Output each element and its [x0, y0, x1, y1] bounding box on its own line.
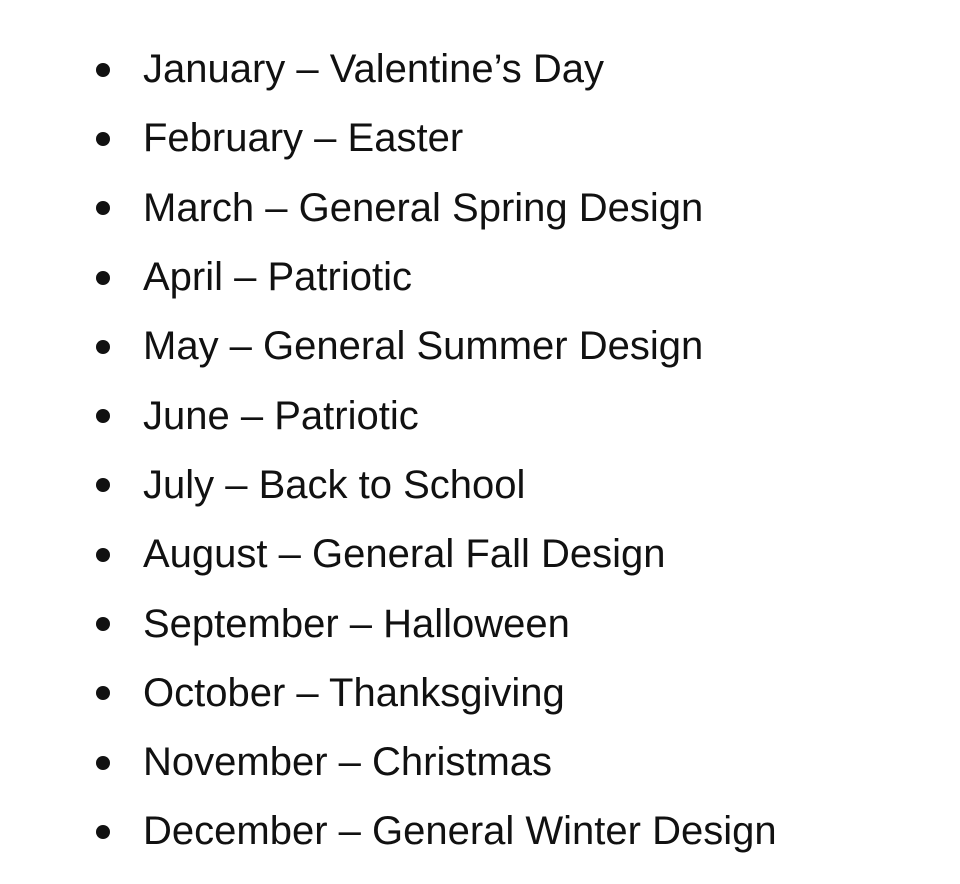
bullet-icon: [96, 201, 110, 215]
monthly-theme-list: [92, 35, 777, 867]
list-item: [92, 589, 777, 658]
list-item: [92, 797, 777, 866]
list-item-text: November – Christmas: [143, 740, 553, 785]
list-item-text: January – Valentine’s Day: [143, 47, 605, 92]
bullet-icon: [96, 340, 110, 354]
bullet-icon: [96, 617, 110, 631]
bullet-icon: [96, 63, 110, 77]
list-item: [92, 312, 777, 381]
list-item-text: July – Back to School: [143, 462, 526, 507]
list-item-text: May – General Summer Design: [143, 324, 704, 369]
list-item-text: March – General Spring Design: [143, 185, 704, 230]
list-item-text: October – Thanksgiving: [143, 670, 565, 715]
bullet-icon: [96, 686, 110, 700]
list-item: [92, 520, 777, 589]
list-item-text: June – Patriotic: [143, 393, 419, 438]
list-item: [92, 104, 777, 173]
bullet-icon: [96, 478, 110, 492]
bullet-icon: [96, 271, 110, 285]
bullet-icon: [96, 132, 110, 146]
list-item-text: February – Easter: [143, 116, 464, 161]
bullet-icon: [96, 409, 110, 423]
list-item-text: August – General Fall Design: [143, 532, 666, 577]
list-item: [92, 381, 777, 450]
list-item: [92, 35, 777, 104]
list-item-text: April – Patriotic: [143, 255, 412, 300]
list-item: [92, 243, 777, 312]
list-item-text: December – General Winter Design: [143, 809, 777, 854]
bullet-icon: [96, 825, 110, 839]
list-item: [92, 451, 777, 520]
list-item-text: September – Halloween: [143, 601, 570, 646]
list-item: [92, 659, 777, 728]
bullet-icon: [96, 548, 110, 562]
list-item: [92, 174, 777, 243]
bullet-icon: [96, 756, 110, 770]
list-item: [92, 728, 777, 797]
